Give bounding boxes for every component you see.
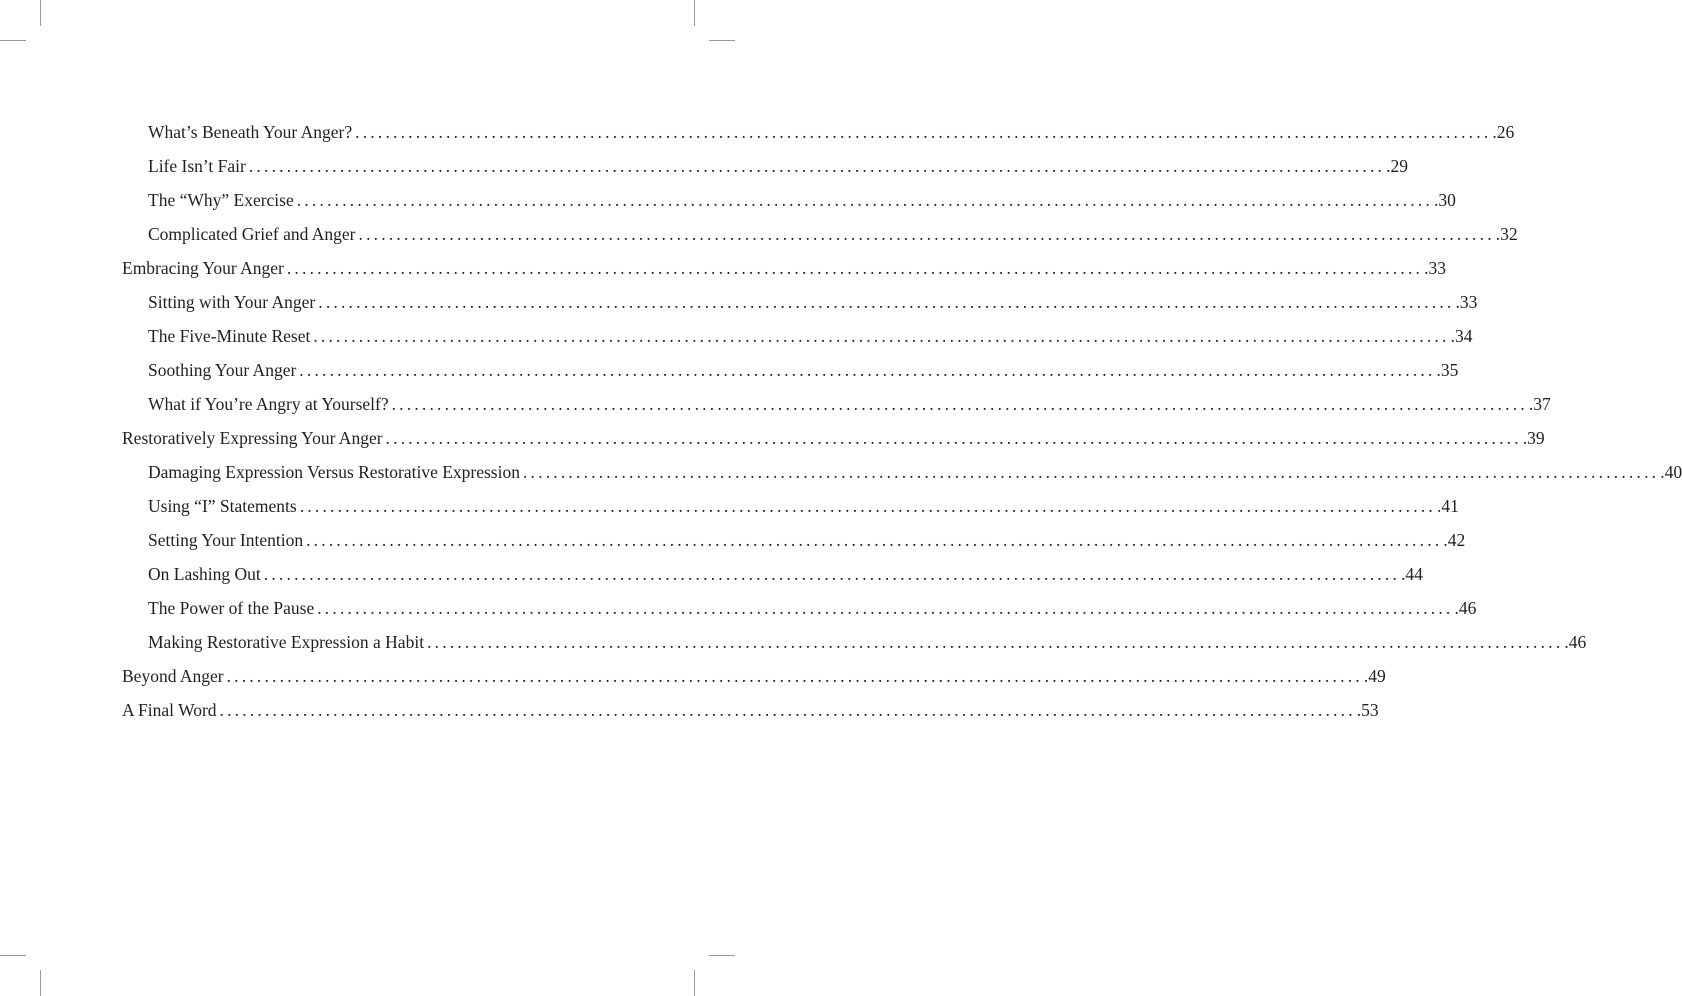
toc-entry-title: The Power of the Pause [148,598,315,618]
crop-mark-bottom-left-horizontal [0,955,26,956]
toc-page-number: .29 [1386,156,1408,176]
toc-subentry [122,489,1459,523]
toc-dot-leader: ...................................................................................................................................................... [219,700,1356,720]
toc-subentry [122,353,1459,387]
toc-page-number: .33 [1455,292,1478,312]
table-of-contents [122,115,1682,727]
toc-entry [122,251,1446,285]
toc-page-number: .33 [1424,258,1446,278]
toc-entry [122,421,1545,455]
toc-entry-title: Life Isn’t Fair [148,156,246,176]
crop-mark-top-right-horizontal [709,40,735,41]
toc-dot-leader: ...................................................................................................................................................... [296,190,1434,210]
toc-subentry [122,149,1408,183]
toc-dot-leader: ...................................................................................................................................................... [385,428,1522,448]
toc-subentry [122,285,1478,319]
toc-page-number: .37 [1528,394,1551,414]
toc-page-number: .46 [1564,632,1587,652]
toc-page-number: .40 [1660,462,1682,482]
toc-page-number: .30 [1434,190,1456,210]
crop-mark-top-left-vertical [40,0,41,26]
toc-page-number: .32 [1495,224,1518,244]
toc-entry-title: Setting Your Intention [148,530,304,550]
toc-dot-leader: ...................................................................................................................................................... [286,258,1424,278]
toc-entry-title: What’s Beneath Your Anger? [148,122,353,142]
crop-mark-top-right-vertical [694,0,695,26]
toc-dot-leader: ...................................................................................................................................................... [355,122,1492,142]
toc-subentry [122,387,1551,421]
toc-page-number: .44 [1401,564,1423,584]
toc-subentry [122,591,1477,625]
toc-page-number: .39 [1522,428,1545,448]
toc-dot-leader: ...................................................................................................................................................... [391,394,1528,414]
toc-subentry [122,183,1456,217]
toc-dot-leader: ...................................................................................................................................................... [358,224,1495,244]
toc-page-number: .35 [1436,360,1459,380]
toc-subentry [122,455,1682,489]
toc-subentry [122,523,1466,557]
toc-entry-title: A Final Word [122,700,217,720]
toc-subentry [122,625,1587,659]
toc-dot-leader: ...................................................................................................................................................... [313,326,1450,346]
toc-entry-title: Using “I” Statements [148,496,297,516]
toc-subentry [122,115,1515,149]
crop-mark-bottom-right-horizontal [709,955,735,956]
crop-mark-top-left-horizontal [0,40,26,41]
toc-entry [122,693,1379,727]
toc-entry-title: Damaging Expression Versus Restorative Expression [148,462,520,482]
toc-entry [122,659,1386,693]
toc-entry-title: Making Restorative Expression a Habit [148,632,425,652]
toc-dot-leader: ...................................................................................................................................................... [427,632,1564,652]
toc-entry-title: Sitting with Your Anger [148,292,316,312]
toc-subentry [122,557,1423,591]
toc-entry-title: Beyond Anger [122,666,224,686]
toc-dot-leader: ...................................................................................................................................................... [318,292,1455,312]
crop-mark-bottom-right-vertical [694,970,695,996]
toc-page-number: .46 [1454,598,1477,618]
toc-dot-leader: ...................................................................................................................................................... [299,360,1436,380]
toc-dot-leader: ...................................................................................................................................................... [263,564,1401,584]
toc-subentry [122,217,1518,251]
toc-dot-leader: ...................................................................................................................................................... [226,666,1363,686]
toc-dot-leader: ...................................................................................................................................................... [248,156,1386,176]
toc-entry-title: What if You’re Angry at Yourself? [148,394,389,414]
toc-page-number: .53 [1356,700,1379,720]
toc-page-number: .49 [1363,666,1386,686]
toc-page-number: .42 [1443,530,1466,550]
toc-entry-title: The Five-Minute Reset [148,326,311,346]
toc-entry-title: The “Why” Exercise [148,190,294,210]
crop-mark-bottom-left-vertical [40,970,41,996]
toc-dot-leader: ...................................................................................................................................................... [317,598,1454,618]
toc-entry-title: Restoratively Expressing Your Anger [122,428,383,448]
toc-page-number: .41 [1436,496,1459,516]
toc-dot-leader: ...................................................................................................................................................... [299,496,1436,516]
toc-entry-title: Embracing Your Anger [122,258,284,278]
toc-dot-leader: ...................................................................................................................................................... [522,462,1660,482]
toc-entry-title: Soothing Your Anger [148,360,297,380]
toc-entry-title: On Lashing Out [148,564,261,584]
toc-page-number: .26 [1492,122,1515,142]
toc-dot-leader: ...................................................................................................................................................... [306,530,1443,550]
toc-entry-title: Complicated Grief and Anger [148,224,356,244]
toc-subentry [122,319,1473,353]
toc-page-number: .34 [1450,326,1473,346]
